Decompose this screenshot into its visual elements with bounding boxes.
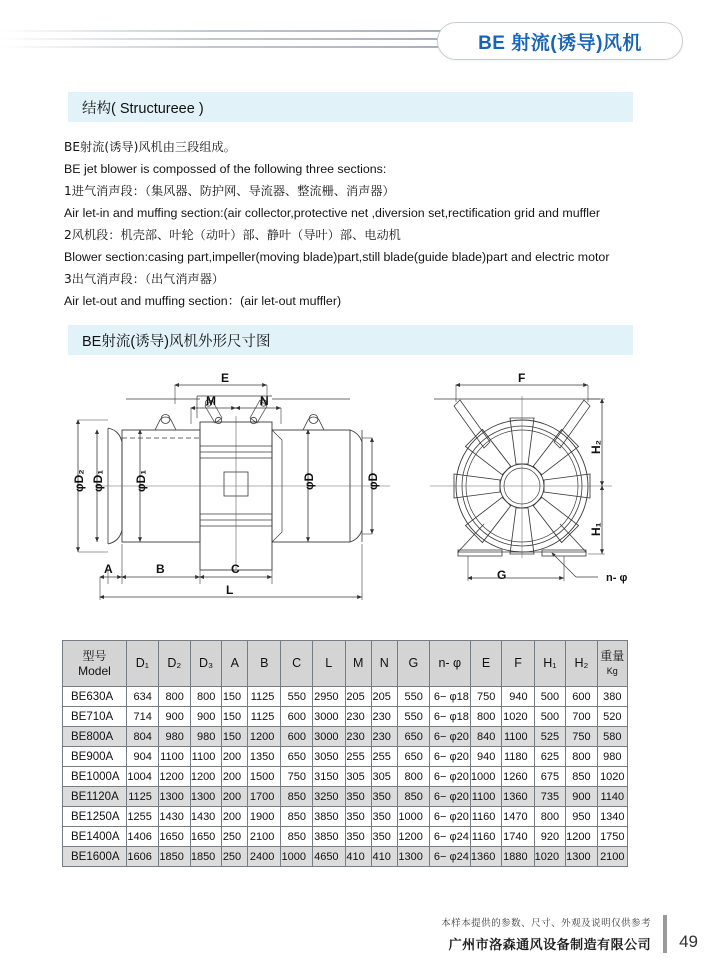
label-H1: H₁ — [589, 522, 603, 536]
cell-value: 800 — [566, 747, 597, 767]
cell-weight: 1340 — [597, 807, 627, 827]
cell-value: 1200 — [566, 827, 597, 847]
label-M: M — [206, 394, 216, 408]
cell-value: 550 — [281, 687, 313, 707]
body-line: BE jet blower is compossed of the following three sections: — [64, 162, 387, 176]
cell-value: 1125 — [248, 707, 281, 727]
banner-title-badge — [437, 22, 683, 60]
table-row — [63, 807, 628, 827]
cell-value: 3250 — [313, 787, 346, 807]
cell-value: 3000 — [313, 707, 346, 727]
cell-n-phi: 6− φ24 — [429, 827, 470, 847]
body-line: BE射流(诱导)风机由三段组成。 — [64, 140, 236, 154]
cell-value: 205 — [345, 687, 371, 707]
cell-value: 410 — [371, 847, 397, 867]
label-phi-D1-outer: φD₁ — [91, 469, 105, 492]
cell-value: 900 — [158, 707, 190, 727]
cell-value: 350 — [371, 787, 397, 807]
cell-value: 1000 — [281, 847, 313, 867]
cell-value: 1020 — [502, 707, 534, 727]
cell-n-phi: 6− φ20 — [429, 767, 470, 787]
cell-value: 1740 — [502, 827, 534, 847]
cell-model: BE900A — [63, 747, 127, 767]
cell-value: 840 — [470, 727, 502, 747]
cell-n-phi: 6− φ20 — [429, 787, 470, 807]
table-row — [63, 727, 628, 747]
body-line: 1进气消声段：（集风器、防护网、导流器、整流栅、消声器） — [64, 184, 395, 198]
cell-value: 1650 — [158, 827, 190, 847]
cell-value: 230 — [345, 707, 371, 727]
cell-model: BE800A — [63, 727, 127, 747]
cell-value: 750 — [281, 767, 313, 787]
cell-value: 1020 — [534, 847, 565, 867]
footer-text-block — [441, 915, 663, 953]
table-row — [63, 787, 628, 807]
cell-value: 800 — [158, 687, 190, 707]
footer-disclaimer: 本样本提供的参数、尺寸、外观及说明仅供参考 — [441, 918, 652, 929]
label-phi-D-right: φD — [366, 472, 380, 490]
label-G: G — [497, 568, 507, 582]
cell-weight: 520 — [597, 707, 627, 727]
label-L: L — [226, 583, 234, 597]
structure-body-text — [64, 138, 664, 314]
fan-spec-table — [62, 640, 628, 867]
cell-value: 650 — [281, 747, 313, 767]
table-row — [63, 687, 628, 707]
body-line: Air let-out and muffing section：(air let-out muffler) — [64, 294, 342, 308]
cell-value: 600 — [566, 687, 597, 707]
cell-value: 920 — [534, 827, 565, 847]
table-row — [63, 747, 628, 767]
th-h1: H₁ — [534, 641, 565, 687]
table-row — [63, 827, 628, 847]
cell-value: 650 — [397, 727, 429, 747]
cell-value: 200 — [222, 807, 248, 827]
spec-table-container — [62, 640, 628, 867]
cell-value: 1160 — [470, 807, 502, 827]
cell-value: 305 — [371, 767, 397, 787]
table-row — [63, 847, 628, 867]
th-b: B — [248, 641, 281, 687]
cell-value: 1180 — [502, 747, 534, 767]
th-g: G — [397, 641, 429, 687]
cell-n-phi: 6− φ20 — [429, 807, 470, 827]
cell-value: 500 — [534, 687, 565, 707]
cell-value: 3000 — [313, 727, 346, 747]
cell-model: BE630A — [63, 687, 127, 707]
label-phi-D2: φD₂ — [72, 469, 86, 492]
th-n: N — [371, 641, 397, 687]
cell-value: 2950 — [313, 687, 346, 707]
cell-weight: 1750 — [597, 827, 627, 847]
cell-value: 1000 — [397, 807, 429, 827]
cell-value: 650 — [397, 747, 429, 767]
cell-model: BE1600A — [63, 847, 127, 867]
cell-value: 3150 — [313, 767, 346, 787]
cell-value: 714 — [126, 707, 158, 727]
cell-value: 1470 — [502, 807, 534, 827]
cell-value: 150 — [222, 727, 248, 747]
cell-value: 1100 — [158, 747, 190, 767]
cell-value: 1200 — [248, 727, 281, 747]
th-l: L — [313, 641, 346, 687]
cell-model: BE710A — [63, 707, 127, 727]
label-C: C — [231, 562, 240, 576]
cell-value: 250 — [222, 847, 248, 867]
cell-value: 200 — [222, 787, 248, 807]
cell-value: 205 — [371, 687, 397, 707]
label-n-phi: n- φ — [606, 572, 628, 584]
cell-value: 1900 — [248, 807, 281, 827]
cell-value: 675 — [534, 767, 565, 787]
table-header-row — [63, 641, 628, 687]
fan-dimension-drawing — [60, 372, 660, 622]
cell-value: 900 — [190, 707, 221, 727]
cell-value: 850 — [281, 827, 313, 847]
cell-weight: 980 — [597, 747, 627, 767]
cell-n-phi: 6− φ20 — [429, 727, 470, 747]
banner-title: BE 射流(诱导)风机 — [478, 32, 642, 54]
cell-model: BE1120A — [63, 787, 127, 807]
cell-value: 1100 — [190, 747, 221, 767]
cell-value: 1406 — [126, 827, 158, 847]
th-weight: 重量 Kg — [597, 641, 627, 687]
cell-value: 1350 — [248, 747, 281, 767]
cell-value: 850 — [281, 787, 313, 807]
drawing-svg — [60, 372, 660, 622]
cell-value: 900 — [566, 787, 597, 807]
cell-value: 2100 — [248, 827, 281, 847]
body-line: Air let-in and muffing section:(air collector,protective net ,diversion set,rectification grid and muffler — [64, 206, 601, 220]
section-heading-structure-label: 结构( Structureee ) — [82, 100, 204, 117]
cell-value: 1850 — [158, 847, 190, 867]
cell-value: 1125 — [126, 787, 158, 807]
body-line: 2风机段：机壳部、叶轮（动叶）部、静叶（导叶）部、电动机 — [64, 228, 401, 242]
cell-value: 800 — [190, 687, 221, 707]
cell-value: 634 — [126, 687, 158, 707]
cell-value: 150 — [222, 687, 248, 707]
cell-value: 1500 — [248, 767, 281, 787]
cell-value: 350 — [345, 827, 371, 847]
cell-value: 1200 — [397, 827, 429, 847]
cell-weight: 1140 — [597, 787, 627, 807]
body-line: 3出气消声段：（出气消声器） — [64, 272, 225, 286]
cell-value: 1360 — [502, 787, 534, 807]
cell-value: 1255 — [126, 807, 158, 827]
cell-value: 1160 — [470, 827, 502, 847]
th-m: M — [345, 641, 371, 687]
cell-value: 800 — [470, 707, 502, 727]
cell-value: 850 — [281, 807, 313, 827]
cell-value: 1650 — [190, 827, 221, 847]
cell-value: 350 — [345, 807, 371, 827]
th-a: A — [222, 641, 248, 687]
cell-value: 350 — [371, 827, 397, 847]
cell-model: BE1000A — [63, 767, 127, 787]
cell-value: 255 — [345, 747, 371, 767]
cell-value: 750 — [566, 727, 597, 747]
th-h2: H₂ — [566, 641, 597, 687]
cell-value: 1850 — [190, 847, 221, 867]
cell-value: 1004 — [126, 767, 158, 787]
label-E: E — [221, 372, 230, 385]
cell-weight: 2100 — [597, 847, 627, 867]
th-d1: D₁ — [126, 641, 158, 687]
cell-value: 230 — [371, 727, 397, 747]
th-n-phi: n- φ — [429, 641, 470, 687]
cell-value: 980 — [158, 727, 190, 747]
th-c: C — [281, 641, 313, 687]
cell-value: 500 — [534, 707, 565, 727]
cell-value: 550 — [397, 687, 429, 707]
th-d2: D₂ — [158, 641, 190, 687]
cell-value: 230 — [371, 707, 397, 727]
footer-company-name: 广州市洛森通风设备制造有限公司 — [448, 938, 652, 953]
cell-n-phi: 6− φ24 — [429, 847, 470, 867]
body-line: Blower section:casing part,impeller(moving blade)part,still blade(guide blade)part and electric motor — [64, 250, 610, 264]
cell-value: 1260 — [502, 767, 534, 787]
cell-value: 1100 — [502, 727, 534, 747]
cell-value: 230 — [345, 727, 371, 747]
th-model: 型号 Model — [63, 641, 127, 687]
cell-value: 850 — [566, 767, 597, 787]
cell-value: 1880 — [502, 847, 534, 867]
footer-divider — [663, 915, 667, 953]
cell-value: 3050 — [313, 747, 346, 767]
cell-value: 1300 — [190, 787, 221, 807]
cell-value: 3850 — [313, 827, 346, 847]
cell-value: 4650 — [313, 847, 346, 867]
cell-value: 700 — [566, 707, 597, 727]
cell-value: 600 — [281, 707, 313, 727]
cell-value: 1606 — [126, 847, 158, 867]
cell-value: 600 — [281, 727, 313, 747]
table-row — [63, 767, 628, 787]
cell-value: 904 — [126, 747, 158, 767]
label-B: B — [156, 562, 165, 576]
cell-value: 305 — [345, 767, 371, 787]
page-banner — [0, 0, 720, 78]
cell-value: 350 — [371, 807, 397, 827]
th-d3: D₃ — [190, 641, 221, 687]
cell-value: 410 — [345, 847, 371, 867]
cell-value: 200 — [222, 747, 248, 767]
cell-weight: 580 — [597, 727, 627, 747]
cell-value: 2400 — [248, 847, 281, 867]
label-H2: H₂ — [589, 440, 603, 454]
section-heading-dimension-drawing — [68, 325, 633, 355]
cell-value: 350 — [345, 787, 371, 807]
cell-value: 804 — [126, 727, 158, 747]
cell-value: 255 — [371, 747, 397, 767]
cell-model: BE1250A — [63, 807, 127, 827]
cell-value: 800 — [534, 807, 565, 827]
table-row — [63, 707, 628, 727]
table-body — [63, 687, 628, 867]
section-heading-structure — [68, 92, 633, 122]
page-footer — [441, 915, 698, 953]
cell-value: 1430 — [158, 807, 190, 827]
page-number: 49 — [679, 932, 698, 951]
cell-value: 940 — [502, 687, 534, 707]
cell-n-phi: 6− φ20 — [429, 747, 470, 767]
cell-value: 950 — [566, 807, 597, 827]
cell-model: BE1400A — [63, 827, 127, 847]
cell-n-phi: 6− φ18 — [429, 707, 470, 727]
cell-value: 525 — [534, 727, 565, 747]
cell-value: 800 — [397, 767, 429, 787]
cell-value: 735 — [534, 787, 565, 807]
cell-value: 1100 — [470, 787, 502, 807]
cell-value: 1300 — [158, 787, 190, 807]
label-A: A — [104, 562, 113, 576]
cell-value: 1125 — [248, 687, 281, 707]
label-phi-D-center: φD — [302, 472, 316, 490]
cell-value: 200 — [222, 767, 248, 787]
banner-decorative-lines — [0, 28, 470, 54]
th-f: F — [502, 641, 534, 687]
cell-value: 1430 — [190, 807, 221, 827]
cell-value: 3850 — [313, 807, 346, 827]
th-e: E — [470, 641, 502, 687]
cell-n-phi: 6− φ18 — [429, 687, 470, 707]
cell-value: 1300 — [397, 847, 429, 867]
cell-value: 150 — [222, 707, 248, 727]
cell-value: 1300 — [566, 847, 597, 867]
cell-value: 625 — [534, 747, 565, 767]
label-F: F — [518, 372, 526, 385]
cell-value: 850 — [397, 787, 429, 807]
cell-weight: 380 — [597, 687, 627, 707]
cell-value: 750 — [470, 687, 502, 707]
section-heading-dimension-label: BE射流(诱导)风机外形尺寸图 — [82, 333, 271, 350]
cell-value: 1700 — [248, 787, 281, 807]
cell-value: 1200 — [158, 767, 190, 787]
cell-value: 250 — [222, 827, 248, 847]
cell-weight: 1020 — [597, 767, 627, 787]
cell-value: 940 — [470, 747, 502, 767]
cell-value: 1360 — [470, 847, 502, 867]
cell-value: 1200 — [190, 767, 221, 787]
cell-value: 550 — [397, 707, 429, 727]
label-N: N — [260, 394, 269, 408]
label-phi-D1: φD₁ — [134, 469, 148, 492]
cell-value: 1000 — [470, 767, 502, 787]
cell-value: 980 — [190, 727, 221, 747]
